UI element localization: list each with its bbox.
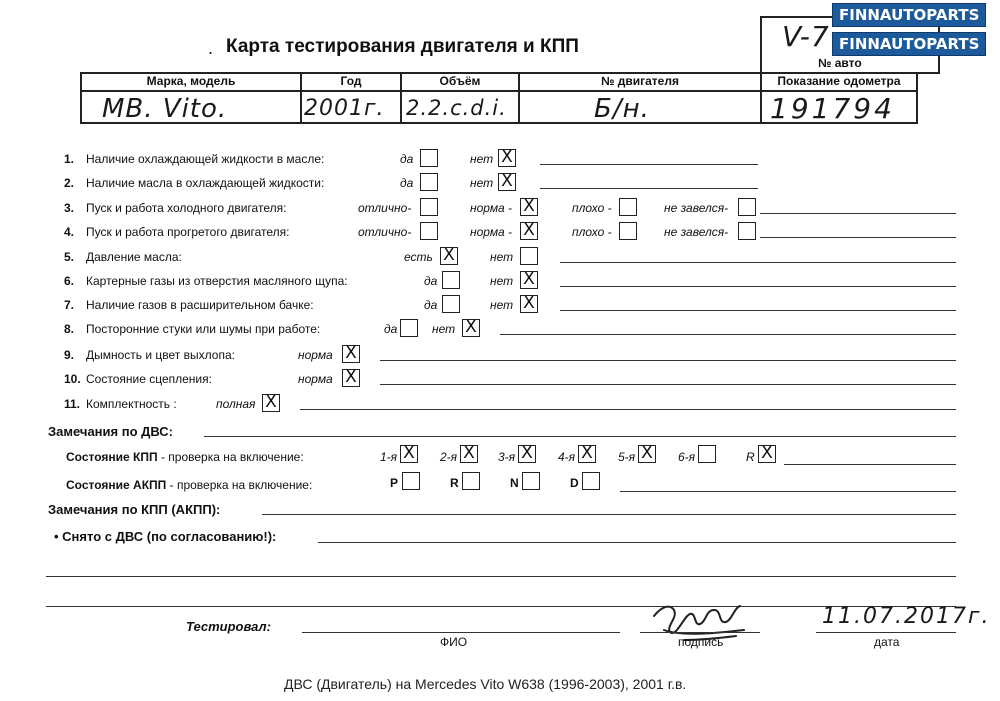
kpp-gear-7-label: R xyxy=(746,450,755,464)
kpp-gear-1-label: 1-я xyxy=(380,450,398,464)
question-1-option-2-label: нет xyxy=(470,152,494,166)
kpp-gear-4-label: 4-я xyxy=(558,450,576,464)
dvs-remarks-label: Замечания по ДВС: xyxy=(48,424,173,439)
tested-label: Тестировал: xyxy=(186,619,271,634)
kpp-row-label xyxy=(66,450,304,464)
question-2-number: 2. xyxy=(64,176,75,190)
question-1-option-1-label: да xyxy=(400,152,414,166)
date-line[interactable] xyxy=(816,632,956,633)
kpp-gear-3-label: 3-я xyxy=(498,450,516,464)
question-3-notes-line[interactable] xyxy=(760,213,956,214)
col-odometer-label: Показание одометра xyxy=(762,74,916,92)
kpp-gear-4-checkbox[interactable]: X xyxy=(578,445,596,463)
akpp-row-label xyxy=(66,478,312,492)
question-5-option-2-checkbox[interactable] xyxy=(520,247,538,265)
akpp-pos-1-label: P xyxy=(390,476,399,490)
kpp-extra-line[interactable] xyxy=(784,464,956,465)
question-8-notes-line[interactable] xyxy=(500,334,956,335)
question-3-option-2-label: норма - xyxy=(470,201,513,215)
question-1-text: Наличие охлаждающей жидкости в масле: xyxy=(86,152,325,166)
question-1-number: 1. xyxy=(64,152,75,166)
question-6-option-2-label: нет xyxy=(490,274,514,288)
question-8-option-1-checkbox[interactable] xyxy=(400,319,418,337)
question-3-option-1-label: отлично- xyxy=(358,201,412,215)
volume-value: 2.2.c.d.i. xyxy=(406,96,507,120)
question-2-notes-line[interactable] xyxy=(540,188,758,189)
kpp-gear-6-checkbox[interactable] xyxy=(698,445,716,463)
question-3-option-4-checkbox[interactable] xyxy=(738,198,756,216)
form-title: Карта тестирования двигателя и КПП xyxy=(226,36,579,57)
question-3-option-3-checkbox[interactable] xyxy=(619,198,637,216)
question-4-number: 4. xyxy=(64,225,75,239)
fio-line[interactable] xyxy=(302,632,620,633)
question-10-notes-line[interactable] xyxy=(380,384,956,385)
question-8-number: 8. xyxy=(64,322,75,336)
engine-no-value: Б/н. xyxy=(594,94,650,124)
question-11-option-1-checkbox[interactable]: X xyxy=(262,394,280,412)
question-5-text: Давление масла: xyxy=(86,250,182,264)
question-6-option-1-label: да xyxy=(424,274,438,288)
kpp-gear-3-checkbox[interactable]: X xyxy=(518,445,536,463)
question-7-option-1-checkbox[interactable] xyxy=(442,295,460,313)
col-make-model xyxy=(82,74,300,122)
kpp-gear-1-checkbox[interactable]: X xyxy=(400,445,418,463)
question-3-option-4-label: не завелся- xyxy=(664,201,729,215)
kpp-remarks-label: Замечания по КПП (АКПП): xyxy=(48,502,221,517)
question-11-notes-line[interactable] xyxy=(300,409,956,410)
col-engine-no xyxy=(518,74,760,122)
question-7-option-1-label: да xyxy=(424,298,438,312)
auto-number-label: № авто xyxy=(818,56,862,70)
question-2-option-1-checkbox[interactable] xyxy=(420,173,438,191)
question-10-option-1-checkbox[interactable]: X xyxy=(342,369,360,387)
question-3-option-2-checkbox[interactable]: X xyxy=(520,198,538,216)
kpp-gear-7-checkbox[interactable]: X xyxy=(758,445,776,463)
kpp-suffix: - проверка на включение: xyxy=(160,450,304,464)
question-4-notes-line[interactable] xyxy=(760,237,956,238)
make-model-value: MB. Vito. xyxy=(102,94,228,124)
question-2-option-2-label: нет xyxy=(470,176,494,190)
question-7-notes-line[interactable] xyxy=(560,310,956,311)
kpp-gear-5-label: 5-я xyxy=(618,450,636,464)
kpp-remarks-line[interactable] xyxy=(262,514,956,515)
image-caption: ДВС (Двигатель) на Mercedes Vito W638 (1996-2003), 2001 г.в. xyxy=(284,676,687,692)
kpp-gear-2-checkbox[interactable]: X xyxy=(460,445,478,463)
question-10-text: Состояние сцепления: xyxy=(86,372,212,386)
odometer-value: 191794 xyxy=(770,92,895,125)
question-9-option-1-label: норма xyxy=(298,348,333,362)
question-5-option-1-label: есть xyxy=(404,250,433,264)
akpp-pos-4-label: D xyxy=(570,476,579,490)
signature-label: подпись xyxy=(678,635,724,649)
col-engine-no-label: № двигателя xyxy=(520,74,760,92)
kpp-gear-5-checkbox[interactable]: X xyxy=(638,445,656,463)
kpp-label: Состояние КПП xyxy=(66,450,158,464)
question-7-number: 7. xyxy=(64,298,75,312)
watermark-brand-1: FINNAUTOPARTS xyxy=(832,3,986,27)
question-4-option-4-checkbox[interactable] xyxy=(738,222,756,240)
question-4-text: Пуск и работа прогретого двигателя: xyxy=(86,225,290,239)
akpp-pos-2-checkbox[interactable] xyxy=(462,472,480,490)
question-6-option-1-checkbox[interactable] xyxy=(442,271,460,289)
col-make-model-label: Марка, модель xyxy=(82,74,300,92)
question-1-option-1-checkbox[interactable] xyxy=(420,149,438,167)
question-2-option-1-label: да xyxy=(400,176,414,190)
question-5-option-2-label: нет xyxy=(490,250,514,264)
question-8-option-2-checkbox[interactable]: X xyxy=(462,319,480,337)
question-11-text: Комплектность : xyxy=(86,397,177,411)
akpp-pos-3-checkbox[interactable] xyxy=(522,472,540,490)
year-value: 2001г. xyxy=(304,96,385,121)
question-8-text: Посторонние стуки или шумы при работе: xyxy=(86,322,321,336)
question-5-notes-line[interactable] xyxy=(560,262,956,263)
question-3-option-3-label: плохо - xyxy=(572,201,612,215)
kpp-gear-6-label: 6-я xyxy=(678,450,696,464)
fio-label: ФИО xyxy=(440,635,468,649)
question-11-number: 11. xyxy=(64,397,81,411)
dvs-remarks-line[interactable] xyxy=(204,436,956,437)
question-11-option-1-label: полная xyxy=(216,397,256,411)
question-8-option-2-label: нет xyxy=(432,322,456,336)
question-1-notes-line[interactable] xyxy=(540,164,758,165)
removed-line-2[interactable] xyxy=(46,576,956,577)
removed-line-3[interactable] xyxy=(46,606,956,607)
col-volume-label: Объём xyxy=(402,74,518,92)
question-5-option-1-checkbox[interactable]: X xyxy=(440,247,458,265)
akpp-extra-line[interactable] xyxy=(620,491,956,492)
question-10-option-1-label: норма xyxy=(298,372,333,386)
question-7-option-2-label: нет xyxy=(490,298,514,312)
watermark-brand-2: FINNAUTOPARTS xyxy=(832,32,986,56)
signature-line[interactable] xyxy=(640,632,760,633)
removed-label-text: Снято с ДВС (по согласованию!): xyxy=(62,529,277,544)
question-4-option-1-label: отлично- xyxy=(358,225,412,239)
question-3-number: 3. xyxy=(64,201,75,215)
akpp-pos-2-label: R xyxy=(450,476,459,490)
question-7-text: Наличие газов в расширительном бачке: xyxy=(86,298,314,312)
question-2-text: Наличие масла в охлаждающей жидкости: xyxy=(86,176,325,190)
vehicle-info-table xyxy=(80,72,918,124)
col-volume xyxy=(400,74,518,122)
question-7-option-2-checkbox[interactable]: X xyxy=(520,295,538,313)
question-3-text: Пуск и работа холодного двигателя: xyxy=(86,201,287,215)
akpp-pos-1-checkbox[interactable] xyxy=(402,472,420,490)
question-8-option-1-label: да xyxy=(384,322,398,336)
kpp-gear-2-label: 2-я xyxy=(440,450,458,464)
question-3-option-1-checkbox[interactable] xyxy=(420,198,438,216)
auto-number-value: V-7 xyxy=(782,20,830,53)
removed-label: • Снято с ДВС (по согласованию!): xyxy=(54,529,277,544)
question-5-number: 5. xyxy=(64,250,75,264)
date-label: дата xyxy=(874,635,900,649)
question-4-option-2-label: норма - xyxy=(470,225,513,239)
col-year-label: Год xyxy=(302,74,400,92)
question-4-option-2-checkbox[interactable]: X xyxy=(520,222,538,240)
akpp-suffix: - проверка на включение: xyxy=(169,478,313,492)
question-6-text: Картерные газы из отверстия масляного щупа: xyxy=(86,274,348,288)
question-9-notes-line[interactable] xyxy=(380,360,956,361)
col-odometer xyxy=(760,74,916,125)
question-2-option-2-checkbox[interactable]: X xyxy=(498,173,516,191)
date-value: 11.07.2017г. xyxy=(822,604,991,629)
question-6-notes-line[interactable] xyxy=(560,286,956,287)
question-9-option-1-checkbox[interactable]: X xyxy=(342,345,360,363)
bullet-dot: . xyxy=(208,38,214,58)
question-6-number: 6. xyxy=(64,274,75,288)
question-1-option-2-checkbox[interactable]: X xyxy=(498,149,516,167)
question-9-text: Дымность и цвет выхлопа: xyxy=(86,348,235,362)
question-10-number: 10. xyxy=(64,372,81,386)
removed-line-1[interactable] xyxy=(318,542,956,543)
question-9-number: 9. xyxy=(64,348,75,362)
question-4-option-1-checkbox[interactable] xyxy=(420,222,438,240)
question-4-option-4-label: не завелся- xyxy=(664,225,729,239)
col-year xyxy=(300,74,400,122)
akpp-pos-3-label: N xyxy=(510,476,519,490)
akpp-label: Состояние АКПП xyxy=(66,478,167,492)
question-6-option-2-checkbox[interactable]: X xyxy=(520,271,538,289)
akpp-pos-4-checkbox[interactable] xyxy=(582,472,600,490)
question-4-option-3-checkbox[interactable] xyxy=(619,222,637,240)
question-4-option-3-label: плохо - xyxy=(572,225,612,239)
